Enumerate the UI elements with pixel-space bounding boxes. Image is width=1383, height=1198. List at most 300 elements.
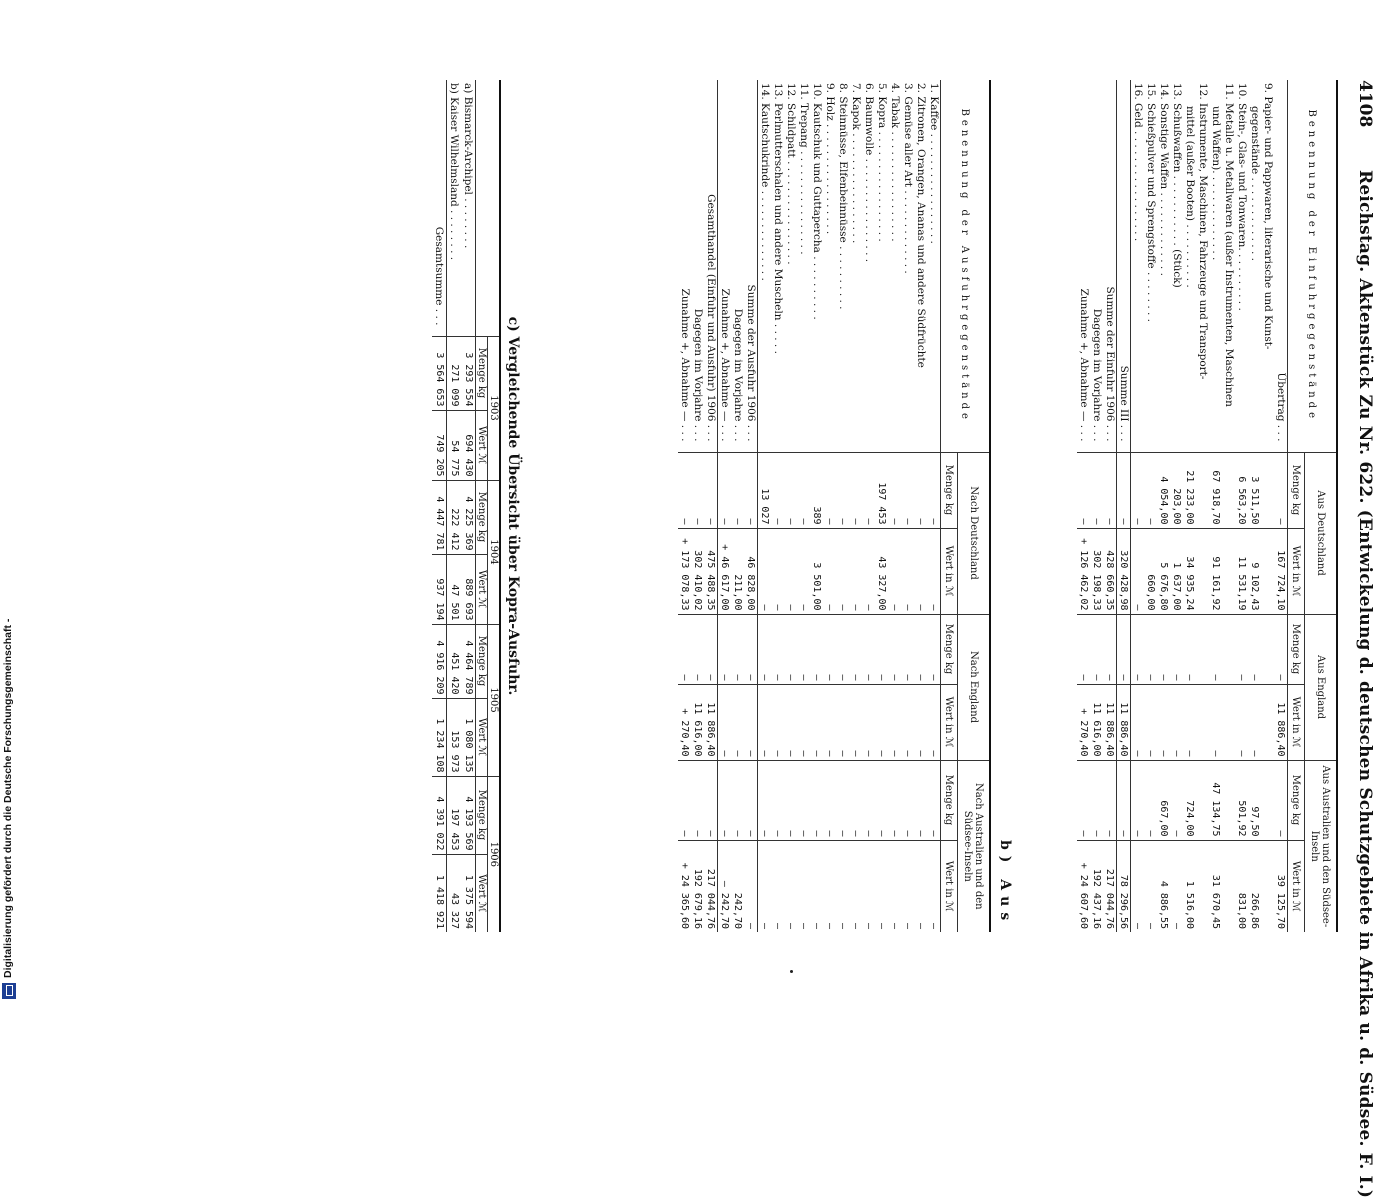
cell-value: 749 205 [432,410,447,480]
cell-value: — [901,684,914,760]
cell-value: — [1248,614,1261,684]
row-label: 10. Stein-, Glas- und Tonwaren. . . . . . . . . . [1236,83,1248,311]
cell-value: — [758,760,772,840]
sub-header: Wert in ℳ [1288,528,1305,614]
cell-value [1261,528,1274,614]
table-row [901,80,914,932]
cell-value: — [823,840,836,932]
table-row [1117,80,1131,932]
year-header: 1906 [488,776,501,932]
cell-value: 501,92 [1235,760,1248,840]
cell-value: — [1090,614,1103,684]
cell-value: — [1144,840,1157,932]
cell-value: — [744,452,758,528]
export-table [678,80,991,932]
table-row [731,80,744,932]
cell-value: 197 453 [875,452,888,528]
digitization-credit [0,0,18,1000]
cell-value: — [1183,614,1196,684]
cell-value: — [1144,614,1157,684]
cell-value: — [678,452,691,528]
sub-header: Menge kg [941,760,958,840]
table-row [1209,80,1222,932]
cell-value: 197 453 [447,776,462,854]
cell-value: — [927,528,941,614]
cell-value: 1 080 135 [461,698,476,776]
table-row [1222,80,1235,932]
cell-value: — [927,614,941,684]
cell-value: — [888,528,901,614]
cell-value: — [849,614,862,684]
cell-value: — [758,528,772,614]
page-number: 4108 [1355,80,1375,128]
import-items-header: Benennung der Einfuhrgegenstände [1306,109,1318,422]
table-row [1157,80,1170,932]
sub-header: Menge kg [1288,452,1305,528]
cell-value: 3 293 554 [461,336,476,410]
table-row [823,80,836,932]
cell-value: — [691,452,704,528]
cell-value [1261,840,1274,932]
row-label: Summe der Ausfuhr 1906 . . . [745,284,757,442]
row-label: 5. Kopra . . . . . . . . . . . . . . . . . [876,83,888,242]
table-row [678,80,691,932]
cell-value: 4 193 569 [461,776,476,854]
cell-value: — [888,760,901,840]
section-b-title: b) Aus [997,840,1013,927]
cell-value: — [797,760,810,840]
cell-value: — [862,452,875,528]
cell-value: — [836,452,849,528]
year-header: 1905 [488,624,501,776]
row-label: 4. Tabak . . . . . . . . . . . . . . . . . [889,83,901,242]
row-label: Zunahme +, Abnahme — . . . [679,288,691,442]
cell-value: 47 134,75 [1209,760,1222,840]
table-row [1196,80,1209,932]
cell-value: — [1235,614,1248,684]
cell-value: — [823,528,836,614]
cell-value: — [1131,760,1145,840]
cell-value: — [731,760,744,840]
row-label: 9. Holz . . . . . . . . . . . . . . . . . [824,83,836,235]
stray-dot [790,970,793,973]
cell-value: — [771,528,784,614]
cell-value: — [731,614,744,684]
table-row [1274,80,1288,932]
cell-value: 1 637,00 [1170,528,1183,614]
cell-value: — [704,614,718,684]
cell-value: — [862,614,875,684]
cell-value: — [901,452,914,528]
cell-value: 320 428,98 [1117,528,1131,614]
cell-value: — [718,614,732,684]
cell-value: 667,00 [1157,760,1170,840]
cell-value: — [1103,760,1117,840]
cell-value: 889 693 [461,554,476,624]
cell-value: 9 102,43 [1248,528,1261,614]
cell-value [1222,840,1235,932]
row-label: 8. Steinnüsse, Elfenbeinnüsse . . . . . . . . . . [837,83,849,310]
cell-value: 11 531,19 [1235,528,1248,614]
cell-value: 475 488,35 [704,528,718,614]
cell-value: — [678,760,691,840]
header-title: Reichstag. Aktenstück Zu Nr. 622. (Entwickelung d. deutschen Schutzgebiete in Afrika u. d. Südsee. F. I.) [1355,170,1375,1198]
table-row [1183,80,1196,932]
cell-value: 428 660,35 [1103,528,1117,614]
cell-value: — [875,840,888,932]
credit-text: Digitalisierung gefördert durch die Deutsche Forschungsgemeinschaft - [2,618,14,978]
row-label: Dagegen im Vorjahre . . . [692,308,704,442]
cell-value: 1 375 594 [461,854,476,932]
row-label: Dagegen im Vorjahre . . . [732,308,744,442]
cell-value: 6 563,20 [1235,452,1248,528]
export-items-header: Benennung der Ausfuhrgegenstände [959,108,971,423]
cell-value: — [888,614,901,684]
cell-value: — [1170,840,1183,932]
sub-header: Wert ℳ [476,698,488,776]
cell-value: — [1103,614,1117,684]
cell-value: — [758,840,772,932]
cell-value: — [888,840,901,932]
group-header-to-england: Nach England [957,614,990,760]
table-row [1144,80,1157,932]
cell-value: — [771,684,784,760]
cell-value: — [784,684,797,760]
cell-value: 4 447 781 [432,480,447,554]
cell-value [1261,684,1274,760]
cell-value: 39 125,70 [1274,840,1288,932]
cell-value: 203,00 [1170,452,1183,528]
cell-value: 4 391 022 [432,776,447,854]
cell-value: — [784,528,797,614]
row-label: Summe III . . . [1118,365,1130,442]
sub-header: Wert in ℳ [941,528,958,614]
row-label: b) Kaiser Wilhelmsland . . . . . . . . [448,83,460,261]
cell-value: 13 027 [758,452,772,528]
table-row [862,80,875,932]
cell-value: — [1090,452,1103,528]
cell-value: 271 099 [447,336,462,410]
sub-header: Wert ℳ [476,854,488,932]
table-row [1090,80,1103,932]
table-row [771,80,784,932]
cell-value: 217 044,76 [1103,840,1117,932]
table-row [758,80,772,932]
cell-value: — [901,840,914,932]
section-c-title: c) Vergleichende Übersicht über Kopra-Ausfuhr. [505,316,521,696]
cell-value: — [784,760,797,840]
cell-value: — [823,614,836,684]
sub-header: Menge kg [476,480,488,554]
table-row [1077,80,1090,932]
cell-value: — [849,452,862,528]
cell-value: — [927,684,941,760]
table-row [1170,80,1183,932]
cell-value: — [758,684,772,760]
table-row [691,80,704,932]
cell-value: 1 516,00 [1183,840,1196,932]
row-label: 14. Kautschukrinde . . . . . . . . . . . . . . [759,83,771,281]
cell-value: — [1170,684,1183,760]
cell-value: — [849,840,862,932]
cell-value: — [1144,452,1157,528]
row-label: Gesamthandel (Einfuhr und Ausfuhr) 1906 . . . [705,194,717,442]
sub-header: Menge kg [476,776,488,854]
row-label: 11. Metalle u. Metallwaren (außer Instrumenten, Maschinen [1223,83,1235,407]
row-label: 6. Baumwolle . . . . . . . . . . . . . . . . [863,83,875,263]
cell-value: — [691,760,704,840]
cell-value [1196,528,1209,614]
table-row [447,80,462,932]
table-row [1235,80,1248,932]
cell-value: 389 [810,452,823,528]
cell-value: — [718,684,732,760]
row-label: 12. Instrumente, Maschinen, Fahrzeuge und Transport- [1197,83,1209,380]
table-row [836,80,849,932]
table-row [718,80,732,932]
cell-value: — [1117,452,1131,528]
cell-value: — [836,760,849,840]
cell-value: — [914,840,927,932]
cell-value: 153 973 [447,698,462,776]
cell-value: 302 410,02 [691,528,704,614]
cell-value: 54 775 [447,410,462,480]
cell-value: — [1131,684,1145,760]
cell-value: 34 935,24 [1183,528,1196,614]
cell-value: — [731,452,744,528]
cell-value: 31 670,45 [1209,840,1222,932]
cell-value: — [914,760,927,840]
cell-value: 43 327 [447,854,462,932]
cell-value: — [784,614,797,684]
row-label: 12. Schildpatt . . . . . . . . . . . . . . . . [785,83,797,265]
cell-value: — [1170,614,1183,684]
sub-header: Wert ℳ [476,410,488,480]
row-label: und Waffen). . . . . . . . . . . . . . [1210,106,1222,261]
cell-value [1261,760,1274,840]
sub-header: Menge kg [476,336,488,410]
cell-value: — [784,452,797,528]
cell-value: — [1170,760,1183,840]
cell-value: — [744,760,758,840]
sub-header: Wert in ℳ [1288,684,1305,760]
cell-value: — [901,528,914,614]
cell-value: — [914,684,927,760]
group-header-to-germany: Nach Deutschland [957,452,990,614]
group-header-england: Aus England [1304,614,1337,760]
cell-value: — [718,760,732,840]
cell-value: — [1131,614,1145,684]
group-header-germany: Aus Deutschland [1304,452,1337,614]
table-row [797,80,810,932]
cell-value: + 24 365,60 [678,840,691,932]
cell-value: 192 679,16 [691,840,704,932]
dfg-logo-icon [1,982,17,1000]
row-label: 15. Schießpulver und Sprengstoffe . . . . . . . . [1145,83,1157,323]
cell-value: — [1117,760,1131,840]
cell-value: 167 724,10 [1274,528,1288,614]
cell-value: — 242,70 [718,840,732,932]
cell-value: — [1144,684,1157,760]
cell-value: — [1274,452,1288,528]
cell-value [1196,760,1209,840]
cell-value: — [836,614,849,684]
cell-value: 21 233,00 [1183,452,1196,528]
cell-value: 694 430 [461,410,476,480]
row-label: 7. Kapok . . . . . . . . . . . . . . . . . [850,83,862,244]
row-label: 14. Sonstige Waffen . . . . . . . . . . . . . [1158,83,1170,276]
cell-value [1196,840,1209,932]
year-header: 1904 [488,480,501,624]
cell-value: — [1103,452,1117,528]
cell-value: — [797,840,810,932]
cell-value: — [784,840,797,932]
row-label: Summe der Einfuhr 1906 . . . [1104,286,1116,442]
cell-value: — [810,684,823,760]
copra-blank-header [476,80,501,336]
cell-value: — [718,452,732,528]
cell-value: — [836,684,849,760]
cell-value: — [1144,760,1157,840]
cell-value: — [810,614,823,684]
cell-value: — [771,840,784,932]
row-label: 9. Papier- und Pappwaren, literarische und Kunst- [1262,83,1274,350]
cell-value: 91 161,92 [1209,528,1222,614]
cell-value: — [927,452,941,528]
group-header-australia: Aus Australien und den Südsee-Inseln [1304,760,1337,932]
cell-value: — [875,760,888,840]
row-label: 13. Perlmutterschalen und andere Muscheln . . . . . [772,83,784,354]
cell-value: 1 234 108 [432,698,447,776]
table-row [810,80,823,932]
cell-value [1222,684,1235,760]
cell-value: — [744,614,758,684]
cell-value: 3 501,00 [810,528,823,614]
cell-value [1196,614,1209,684]
cell-value: — [862,840,875,932]
cell-value: — [927,840,941,932]
row-label: gegenstände . . . . . . . . . . . . . [1249,106,1261,261]
cell-value: + 24 607,60 [1077,840,1090,932]
sub-header: Wert in ℳ [1288,840,1305,932]
group-header-to-australia: Nach Australien und den Südsee-Inseln [957,760,990,932]
cell-value: — [771,760,784,840]
cell-value: 46 828,00 [744,528,758,614]
cell-value [1261,614,1274,684]
cell-value: — [888,684,901,760]
cell-value: — [914,452,927,528]
sub-header: Wert in ℳ [941,684,958,760]
cell-value: — [862,528,875,614]
cell-value: — [1248,684,1261,760]
table-row [927,80,941,932]
cell-value: + 173 078,33 [678,528,691,614]
cell-value: — [823,760,836,840]
cell-value: 11 616,00 [1090,684,1103,760]
cell-value: 266,86 [1248,840,1261,932]
cell-value: — [1077,452,1090,528]
sub-header: Menge kg [1288,614,1305,684]
cell-value: + 270,40 [1077,684,1090,760]
row-label: 3. Gemüse aller Art . . . . . . . . . . . . . [902,83,914,274]
sub-header: Wert in ℳ [941,840,958,932]
cell-value: 67 918,70 [1209,452,1222,528]
cell-value: — [678,614,691,684]
table-row [914,80,927,932]
cell-value: + 126 462,02 [1077,528,1090,614]
cell-value: — [797,528,810,614]
cell-value: 217 044,76 [704,840,718,932]
cell-value: — [1131,528,1145,614]
cell-value: 724,00 [1183,760,1196,840]
cell-value: 192 437,16 [1090,840,1103,932]
cell-value: — [744,684,758,760]
table-row [432,80,447,932]
cell-value: 660,00 [1144,528,1157,614]
row-label: 11. Trepang . . . . . . . . . . . . . . . . [798,83,810,255]
sub-header: Menge kg [941,614,958,684]
cell-value: — [1274,760,1288,840]
cell-value: — [901,760,914,840]
cell-value: 11 616,00 [691,684,704,760]
cell-value: — [1117,614,1131,684]
cell-value: 11 886,40 [1103,684,1117,760]
year-header: 1903 [488,336,501,480]
row-label: Übertrag . . . [1275,372,1287,442]
row-label: Dagegen im Vorjahre . . . [1091,308,1103,442]
cell-value: — [810,760,823,840]
cell-value: 211,00 [731,528,744,614]
cell-value: — [1183,684,1196,760]
table-row [744,80,758,932]
row-label: 16. Geld . . . . . . . . . . . . . . . . . [1132,83,1144,242]
row-label: mittel (außer Booten) . . . . . . . . . . [1184,106,1196,288]
page-header [1349,80,1375,1198]
cell-value: — [797,684,810,760]
cell-value: — [823,684,836,760]
cell-value: + 270,40 [678,684,691,760]
row-label: 10. Kautschuk und Guttapercha . . . . . . . . . . [811,83,823,320]
cell-value: 43 327,00 [875,528,888,614]
table-row [875,80,888,932]
cell-value: 3 564 653 [432,336,447,410]
table-row [1103,80,1117,932]
cell-value: — [1209,614,1222,684]
cell-value [1261,452,1274,528]
row-label: a) Bismarck-Archipel . . . . . . . . [462,83,474,249]
cell-value: — [849,684,862,760]
cell-value: — [731,684,744,760]
cell-value: — [862,760,875,840]
cell-value: 302 198,33 [1090,528,1103,614]
sub-header: Wert ℳ [476,554,488,624]
cell-value: — [836,840,849,932]
row-label: 13. Schußwaffen . . . . . . . . . . . (Stück) [1171,83,1183,288]
cell-value: — [914,528,927,614]
cell-value: — [1209,684,1222,760]
cell-value: — [862,684,875,760]
cell-value: 3 511,50 [1248,452,1261,528]
table-row [461,80,476,932]
cell-value: 4 464 789 [461,624,476,698]
cell-value: — [875,684,888,760]
cell-value: — [823,452,836,528]
row-label: Gesamtsumme . . . [433,226,445,326]
cell-value: 78 296,56 [1117,840,1131,932]
cell-value: — [691,614,704,684]
cell-value: — [1131,840,1145,932]
sub-header: Menge kg [476,624,488,698]
